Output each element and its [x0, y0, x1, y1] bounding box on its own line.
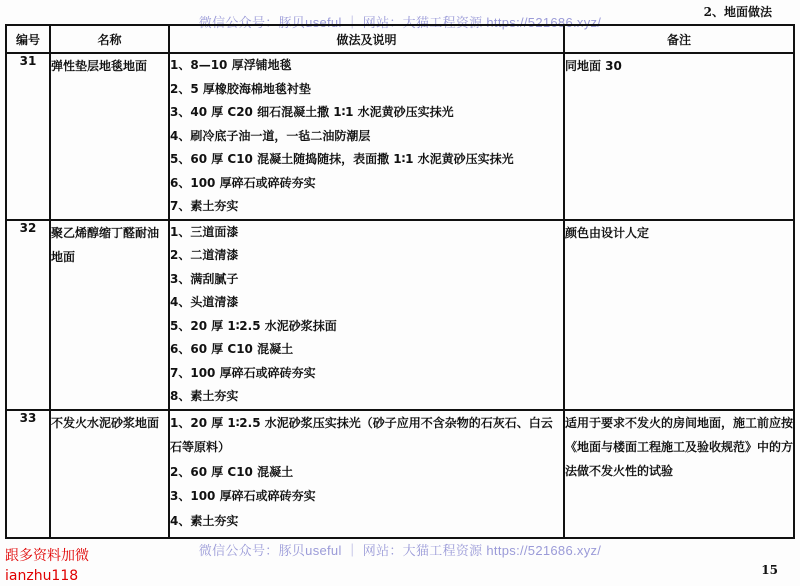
- table-row: [6, 410, 794, 539]
- method-step: 5、60 厚 C10 混凝土随捣随抹，表面撒 1∶1 水泥黄砂压实抹光: [170, 152, 514, 166]
- table-row: [6, 220, 794, 410]
- promo-text: [5, 546, 89, 586]
- promo-line-1: 跟多资料加微: [5, 548, 89, 564]
- row-note: 适用于要求不发火的房间地面，施工前应按《地面与楼面工程施工及验收规范》中的方法做不发火性的试验: [564, 410, 794, 539]
- table-header-row: [6, 25, 794, 53]
- table-row: [6, 53, 794, 220]
- method-step: 6、60 厚 C10 混凝土: [170, 342, 294, 356]
- row-name: 聚乙烯醇缩丁醛耐油地面: [50, 220, 169, 410]
- method-step: 7、100 厚碎石或碎砖夯实: [170, 365, 316, 380]
- method-step: 8、素土夯实: [170, 389, 239, 403]
- row-number: 33: [6, 410, 50, 539]
- page-number: 15: [761, 563, 778, 577]
- method-step: 7、素土夯实: [170, 199, 239, 213]
- method-step: 4、刷冷底子油一道，一毡二油防潮层: [170, 128, 371, 143]
- method-step: 1、8—10 厚浮铺地毯: [170, 58, 292, 72]
- column-header-number: 编号: [6, 25, 50, 53]
- watermark-top: 微信公众号：豚贝useful ｜ 网站：大猫工程资源 https://521686.xyz/: [198, 15, 602, 30]
- method-step: 5、20 厚 1∶2.5 水泥砂浆抹面: [170, 318, 337, 333]
- method-step: 6、100 厚碎石或碎砖夯实: [170, 175, 316, 190]
- promo-line-2: ianzhu118: [5, 568, 79, 584]
- method-step: 3、100 厚碎石或碎砖夯实: [170, 489, 316, 503]
- row-note: 颜色由设计人定: [564, 220, 794, 410]
- row-name: 弹性垫层地毯地面: [50, 53, 169, 220]
- column-header-method: 做法及说明: [169, 25, 564, 53]
- row-methods: [169, 53, 564, 220]
- column-header-note: 备注: [564, 25, 794, 53]
- watermark-bottom: 微信公众号：豚贝useful ｜ 网站：大猫工程资源 https://521686.xyz/: [198, 543, 602, 558]
- row-methods: [169, 410, 564, 539]
- section-title: 2、地面做法: [703, 5, 772, 19]
- method-step: 4、素土夯实: [170, 513, 239, 528]
- method-step: 3、满刮腻子: [170, 271, 239, 286]
- method-step: 2、二道清漆: [170, 248, 239, 262]
- construction-table: [5, 24, 795, 539]
- method-step: 3、40 厚 C20 细石混凝土撒 1∶1 水泥黄砂压实抹光: [170, 105, 454, 119]
- method-step: 1、20 厚 1∶2.5 水泥砂浆压实抹光（砂子应用不含杂物的石灰石、白云石等原料）: [170, 415, 553, 454]
- method-step: 2、60 厚 C10 混凝土: [170, 464, 294, 479]
- method-step: 4、头道清漆: [170, 295, 239, 309]
- row-note: 同地面 30: [564, 53, 794, 220]
- row-number: 31: [6, 53, 50, 220]
- row-name: 不发火水泥砂浆地面: [50, 410, 169, 539]
- column-header-name: 名称: [50, 25, 169, 53]
- method-step: 2、5 厚橡胶海棉地毯衬垫: [170, 81, 311, 96]
- method-step: 1、三道面漆: [170, 224, 239, 239]
- row-methods: [169, 220, 564, 410]
- row-number: 32: [6, 220, 50, 410]
